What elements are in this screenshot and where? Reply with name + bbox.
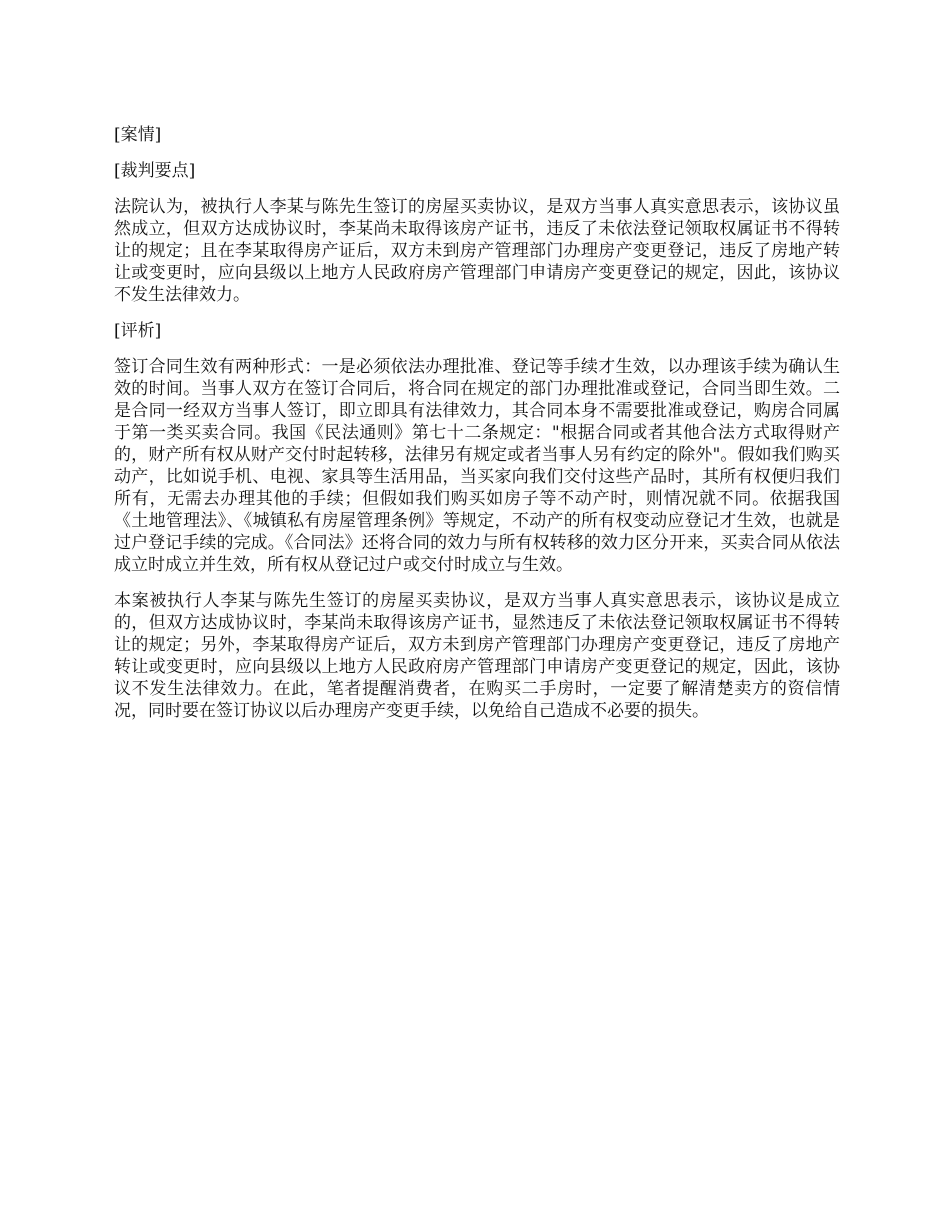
ruling-heading: [裁判要点] <box>114 161 196 181</box>
case-heading: [案情] <box>114 125 162 145</box>
ruling-paragraph: 法院认为，被执行人李某与陈先生签订的房屋买卖协议，是双方当事人真实意思表示，该协议虽然成立，但双方达成协议时，李某尚未取得该房产证书，违反了未依法登记领取权属证书不得转让的规定；且在李某取得房产证后，双方未到房产管理部门办理房产变更登记，违反了房地产转让或变更时，应向县级以上地方人民政府房产管理部门申请房产变更登记的规定，因此，该协议不发生法律效力。 <box>114 197 840 305</box>
document-body <box>114 124 840 736</box>
analysis-paragraph-2: 本案被执行人李某与陈先生签订的房屋买卖协议，是双方当事人真实意思表示，该协议是成立的，但双方达成协议时，李某尚未取得该房产证书，显然违反了未依法登记领取权属证书不得转让的规定；另外，李某取得房产证后，双方未到房产管理部门办理房产变更登记，违反了房地产转让或变更时，应向县级以上地方人民政府房产管理部门申请房产变更登记的规定，因此，该协议不发生法律效力。在此，笔者提醒消费者，在购买二手房时，一定要了解清楚卖方的资信情况，同时要在签订协议以后办理房产变更手续，以免给自己造成不必要的损失。 <box>114 591 840 721</box>
analysis-heading: [评析] <box>114 321 162 341</box>
analysis-paragraph-1: 签订合同生效有两种形式：一是必须依法办理批准、登记等手续才生效，以办理该手续为确认生效的时间。当事人双方在签订合同后，将合同在规定的部门办理批准或登记，合同当即生效。二是合同一经双方当事人签订，即立即具有法律效力，其合同本身不需要批准或登记，购房合同属于第一类买卖合同。我国《民法通则》第七十二条规定："根据合同或者其他合法方式取得财产的，财产所有权从财产交付时起转移，法律另有规定或者当事人另有约定的除外"。假如我们购买动产，比如说手机、电视、家具等生活用品，当买家向我们交付这些产品时，其所有权便归我们所有，无需去办理其他的手续；但假如我们购买如房子等不动产时，则情况就不同。依据我国《土地管理法》、《城镇私有房屋管理条例》等规定，不动产的所有权变动应登记才生效，也就是过户登记手续的完成。《合同法》还将合同的效力与所有权转移的效力区分开来，买卖合同从依法成立时成立并生效，所有权从登记过户或交付时成立与生效。 <box>114 357 840 575</box>
